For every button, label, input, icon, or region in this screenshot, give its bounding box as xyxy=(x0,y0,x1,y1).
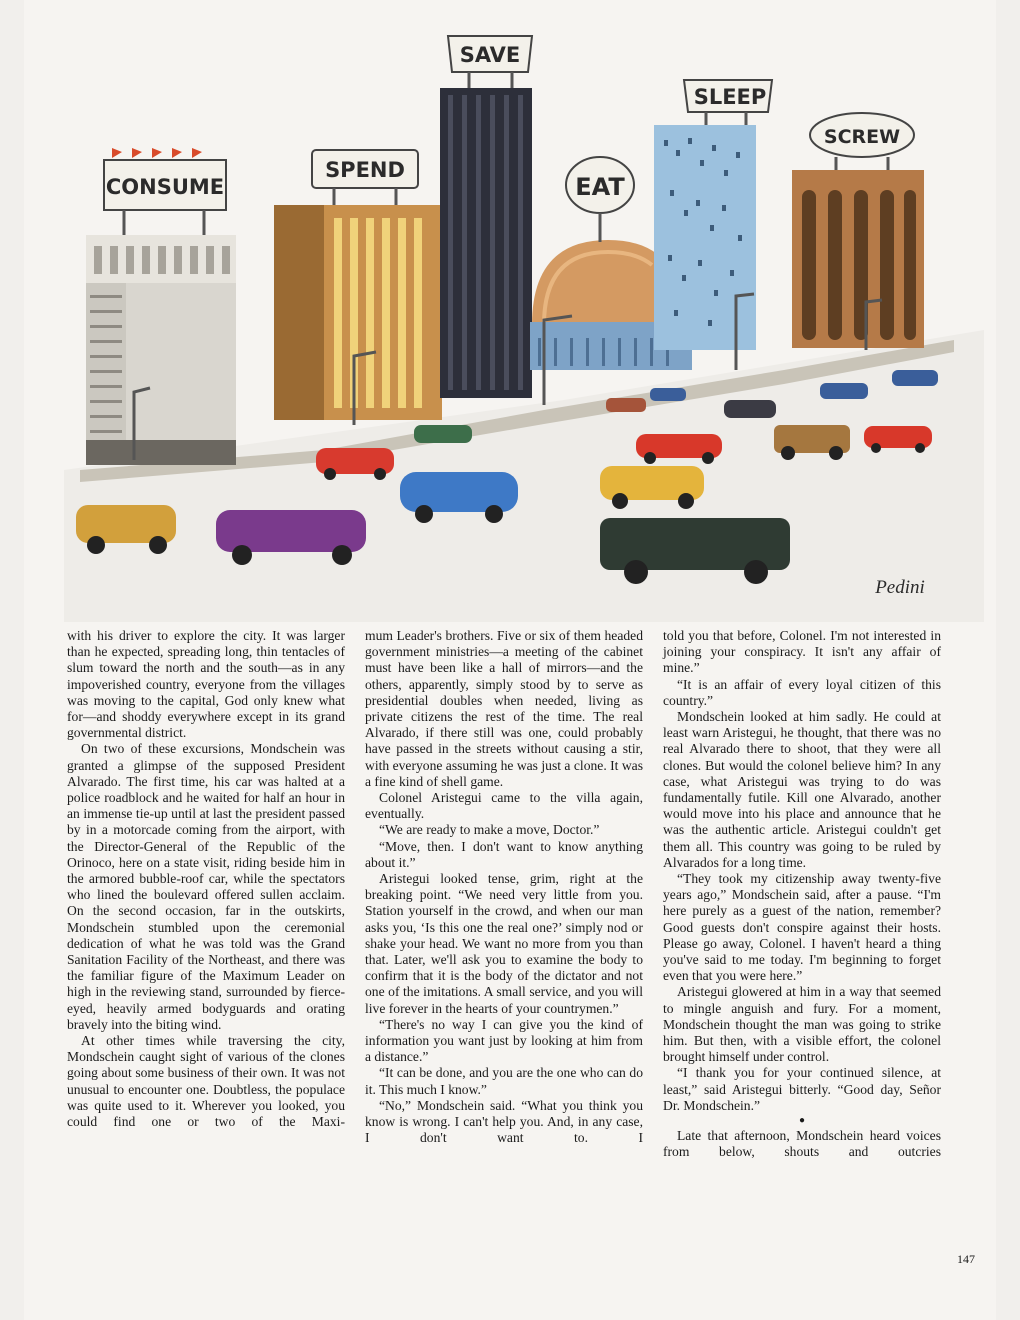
screw-building xyxy=(792,113,924,348)
consume-building xyxy=(86,148,236,465)
paragraph: “Move, then. I don't want to know anything about it.” xyxy=(365,838,643,870)
paragraph: “They took my citizenship away twenty-five years ago,” Mondschein said, after a pause. “I'm here purely as a guest of the nation, remember? Good guests don't conspire against their hosts. Please go away, Colonel. I haven't heard a thing you've said to me today. I'm beginning to forget even that you were here.” xyxy=(663,871,941,984)
city-illustration xyxy=(24,0,996,622)
spend-sign: SPEND xyxy=(325,158,405,182)
paragraph: mum Leader's brothers. Five or six of them headed government ministries—a meeting of the cabinet must have been like a hall of mirrors—and the others, apparently, simply stood by to serve as presidential doubles when needed, living as private citizens the rest of the time. The real Alvarado, if there still was one, could probably have passed in the streets without causing a stir, with everyone assuming he was just a clone. It was a fine kind of shell game. xyxy=(365,628,643,789)
save-sign: SAVE xyxy=(459,43,521,67)
sleep-sign: SLEEP xyxy=(693,85,767,109)
paragraph: Late that afternoon, Mondschein heard voices from below, shouts and outcries xyxy=(663,1128,941,1160)
eat-sign: EAT xyxy=(575,173,625,201)
paragraph: “We are ready to make a move, Doctor.” xyxy=(379,822,600,838)
paragraph: At other times while traversing the city, Mondschein caught sight of various of the clones going about some business of their own. It was not unusual to encounter one. Doubtless, the populace was quite used to it. Wherever you looked, you could find one or two of the Maxi- xyxy=(67,1033,345,1130)
paragraph: “It can be done, and you are the one who can do it. This much I know.” xyxy=(365,1065,643,1097)
article-body xyxy=(67,628,943,1268)
column-2 xyxy=(365,628,643,1268)
sleep-building xyxy=(654,80,772,350)
paragraph: Aristegui looked tense, grim, right at the breaking point. “We need very little from you. Station yourself in the crowd, and when our man asks you, ‘Is this one the real one?’ simply nod or shake your head. We want no more from you than that. Later, we'll ask you to examine the body to confirm that it is the body of the dictator and not one of the imitations. A small service, and you will live forever in the hearts of your countrymen.” xyxy=(365,871,643,1016)
paragraph: “I thank you for your continued silence, at least,” said Aristegui bitterly. “Good day, Señor Dr. Mondschein.” xyxy=(663,1065,941,1113)
paragraph: “It is an affair of every loyal citizen of this country.” xyxy=(663,676,941,708)
paragraph: On two of these excursions, Mondschein was granted a glimpse of the supposed President Alvarado. The first time, his car was halted at a police roadblock and he waited for half an hour in an immense tie-up until at last the president passed by in a motorcade coming from the airport, with the Director-General of the Republic of the Orinoco, here on a state visit, riding beside him in the armored bubble-roof car, while the spectators who lined the boulevard offered sullen acclaim. On the second occasion, far in the outskirts, Mondschein stumbled upon the ceremonial dedication of what he was told was the Grand Sanitation Facility of the Northeast, and there was the familiar figure of the Maximum Leader on high in the reviewing stand, surrounded by fierce-eyed, heavily armed bodyguards and orating bravely into the biting wind. xyxy=(67,741,345,1032)
save-building xyxy=(440,36,532,398)
paragraph: Aristegui glowered at him in a way that seemed to mingle anguish and fury. For a moment, Mondschein thought the man was going to strike him. But then, with a visible effort, the colonel brought himself under control. xyxy=(663,984,941,1065)
paragraph: told you that before, Colonel. I'm not interested in joining your conspiracy. It isn't any affair of mine.” xyxy=(663,628,941,676)
consume-sign: CONSUME xyxy=(105,175,225,199)
screw-sign: SCREW xyxy=(823,126,901,148)
page-number: 147 xyxy=(957,1252,975,1266)
column-1 xyxy=(67,628,345,1268)
paragraph: “No,” Mondschein said. “What you think you know is wrong. I can't help you. And, in any case, I don't want to. I xyxy=(365,1097,643,1146)
section-break: ● xyxy=(798,1115,806,1127)
paragraph: Mondschein looked at him sadly. He could at least warn Aristegui, he thought, that there was no real Alvarado there to shoot, that they were all clones. But would the colonel believe him? In any case, what Aristegui was trying to do was fundamentally futile. Kill one Alvarado, another would move into his place and announce that he was the authentic article. Aristegui couldn't get them all. This country was going to be ruled by Alvarados for a long time. xyxy=(663,709,941,870)
spend-building xyxy=(274,150,442,420)
paragraph: Colonel Aristegui came to the villa again, eventually. xyxy=(365,790,643,822)
column-3 xyxy=(663,628,941,1268)
paragraph: with his driver to explore the city. It was larger than he expected, spreading long, thin tentacles of slum toward the north and the south—as in any impoverished country, everyone from the villages was moving to the capital, God only knew what for—and shoddy everywhere except in its grand governmental district. xyxy=(67,628,345,741)
paragraph: “There's no way I can give you the kind of information you want just by looking at him from a distance.” xyxy=(365,1016,643,1065)
artist-signature: Pedini xyxy=(875,577,925,598)
